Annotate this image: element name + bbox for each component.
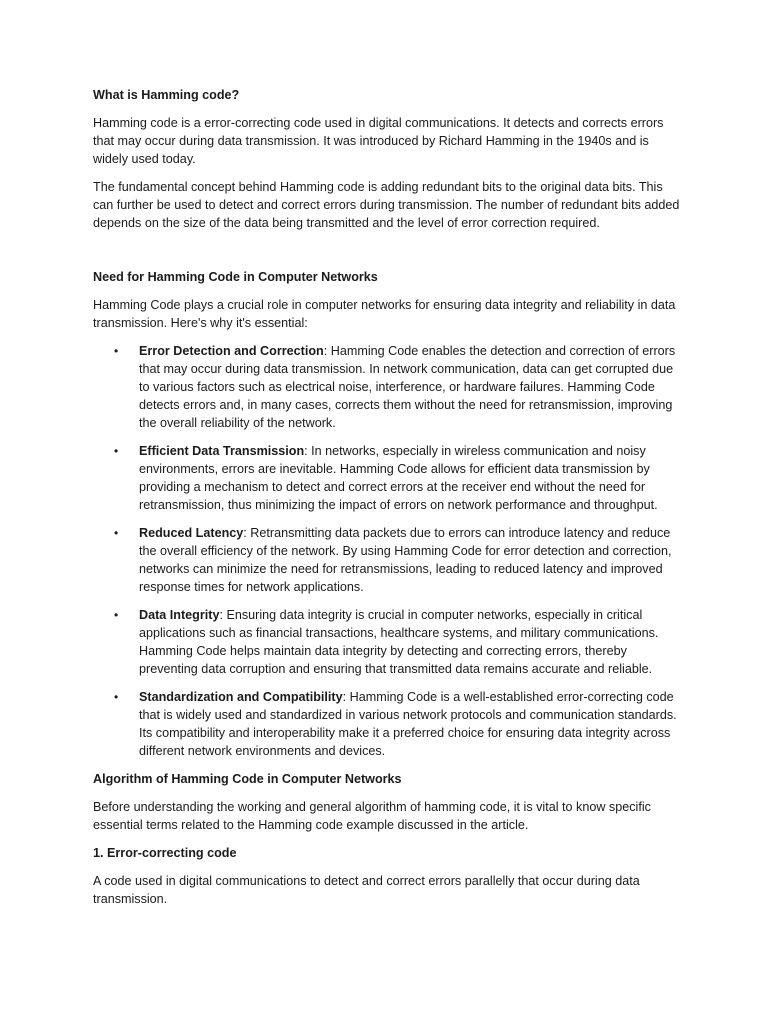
heading-what-is-hamming: What is Hamming code? xyxy=(93,88,240,102)
list-item-title: Standardization and Compatibility xyxy=(139,690,343,704)
list-item-text: : Hamming Code enables the detection and correction of errors that may occur during data transmission. In network communication, data can get corrupted due to various factors such as electrical noise, interference, or hardware failures. Hamming Code detects errors and, in many cases, corrects them without the need for retransmission, improving the overall reliability of the network. xyxy=(139,344,676,430)
bullet-icon: • xyxy=(114,344,119,358)
document-page xyxy=(93,86,683,918)
list-item xyxy=(114,442,683,514)
paragraph-need-intro: Hamming Code plays a crucial role in computer networks for ensuring data integrity and reliability in data transmission. Here's why it's essential: xyxy=(93,298,676,330)
paragraph-what-2: The fundamental concept behind Hamming code is adding redundant bits to the original data bits. This can further be used to detect and correct errors during transmission. The number of redundant bits added depends on the size of the data being transmitted and the level of error correction required. xyxy=(93,180,680,230)
paragraph-what-1: Hamming code is a error-correcting code used in digital communications. It detects and corrects errors that may occur during data transmission. It was introduced by Richard Hamming in the 1940s and is widely used today. xyxy=(93,116,664,166)
spacer xyxy=(93,242,683,268)
bullet-list xyxy=(93,342,683,760)
list-item-text: : In networks, especially in wireless communication and noisy environments, errors are inevitable. Hamming Code allows for efficient data transmission by providing a mechanism to detect and correct errors at the receiver end without the need for retransmission, thus minimizing the impact of errors on network performance and throughput. xyxy=(139,444,658,512)
bullet-icon: • xyxy=(114,526,119,540)
list-item-title: Reduced Latency xyxy=(139,526,244,540)
paragraph-algorithm: Before understanding the working and general algorithm of hamming code, it is vital to know specific essential terms related to the Hamming code example discussed in the article. xyxy=(93,800,651,832)
list-item-text: : Hamming Code is a well-established error-correcting code that is widely used and standardized in various network protocols and communication standards. Its compatibility and interoperability make it a preferred choice for ensuring data integrity across different network environments and devices. xyxy=(139,690,677,758)
list-item xyxy=(114,688,683,760)
heading-need: Need for Hamming Code in Computer Networks xyxy=(93,270,378,284)
list-item-text: : Retransmitting data packets due to errors can introduce latency and reduce the overall efficiency of the network. By using Hamming Code for error detection and correction, networks can minimize the need for retransmissions, leading to reduced latency and improved response times for network applications. xyxy=(139,526,672,594)
heading-term-1: 1. Error-correcting code xyxy=(93,846,237,860)
heading-algorithm: Algorithm of Hamming Code in Computer Networks xyxy=(93,772,402,786)
list-item-title: Efficient Data Transmission xyxy=(139,444,305,458)
paragraph-term-1: A code used in digital communications to detect and correct errors parallelly that occur during data transmission. xyxy=(93,874,640,906)
list-item-text: : Ensuring data integrity is crucial in computer networks, especially in critical applications such as financial transactions, healthcare systems, and military communications. Hamming Code helps maintain data integrity by detecting and correcting errors, thereby preventing data corruption and ensuring that transmitted data remains accurate and reliable. xyxy=(139,608,659,676)
list-item-title: Data Integrity xyxy=(139,608,220,622)
bullet-icon: • xyxy=(114,444,119,458)
bullet-icon: • xyxy=(114,690,119,704)
bullet-icon: • xyxy=(114,608,119,622)
list-item-title: Error Detection and Correction xyxy=(139,344,324,358)
list-item xyxy=(114,606,683,678)
list-item xyxy=(114,524,683,596)
list-item xyxy=(114,342,683,432)
